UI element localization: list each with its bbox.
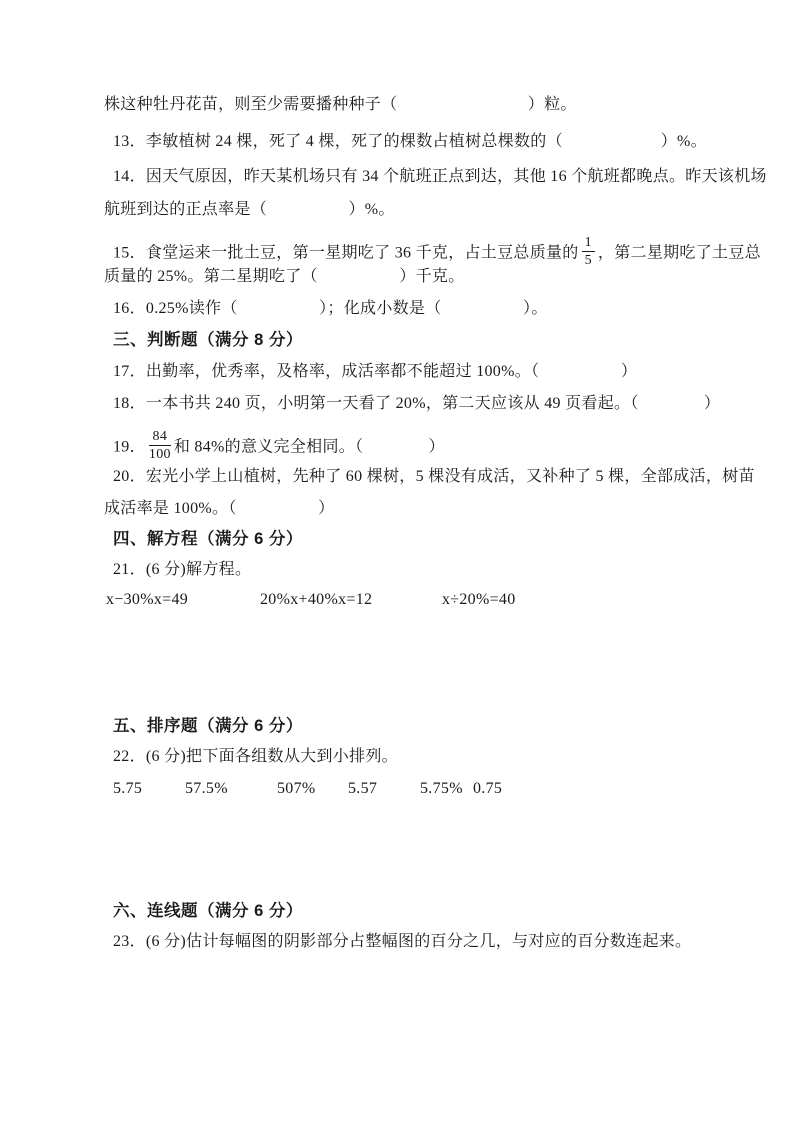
question-15-line2: 质量的 25%。第二星期吃了（ ）千克。 [104, 268, 465, 285]
section-6-header: 六、连线题（满分 6 分） [113, 902, 303, 920]
fraction-denominator: 100 [148, 447, 171, 463]
fraction-numerator: 1 [582, 235, 595, 252]
question-15-text-post: ，第二星期吃了土豆总 [597, 244, 761, 262]
question-22: 22．(6 分)把下面各组数从大到小排列。 [113, 748, 398, 765]
question-21: 21．(6 分)解方程。 [113, 561, 252, 578]
question-15-line1 [113, 237, 761, 271]
question-15-text-pre: 15．食堂运来一批土豆，第一星期吃了 36 千克，占土豆总质量的 [113, 244, 579, 262]
question-23: 23．(6 分)估计每幅图的阴影部分占整幅图的百分之几，与对应的百分数连起来。 [113, 933, 692, 950]
sort-number-6: 0.75 [473, 780, 503, 797]
sort-number-2: 57.5% [185, 780, 228, 797]
fraction-84-100 [149, 429, 171, 463]
question-19-number: 19． [113, 438, 146, 456]
question-12-continuation: 株这种牡丹花苗，则至少需要播种种子（ ）粒。 [104, 96, 577, 113]
question-13: 13．李敏植树 24 棵，死了 4 棵，死了的棵数占植树总棵数的（ ）%。 [113, 133, 707, 150]
fraction-one-fifth [582, 235, 595, 269]
question-17: 17．出勤率，优秀率，及格率，成活率都不能超过 100%。（ ） [113, 363, 638, 380]
equation-2: 20%x+40%x=12 [260, 591, 373, 608]
fraction-numerator: 84 [149, 429, 171, 446]
sort-numbers-row [113, 780, 533, 800]
fraction-denominator: 5 [584, 253, 592, 269]
equation-row [106, 591, 666, 611]
question-18: 18．一本书共 240 页，小明第一天看了 20%，第二天应该从 49 页看起。（ ） [113, 395, 721, 412]
sort-number-1: 5.75 [113, 780, 143, 797]
equation-1: x−30%x=49 [106, 591, 189, 608]
question-20-line1: 20．宏光小学上山植树，先种了 60 棵树，5 棵没有成活，又补种了 5 棵，全部成活，树苗 [113, 468, 755, 485]
section-3-header: 三、判断题（满分 8 分） [113, 331, 303, 349]
sort-number-4: 5.57 [348, 780, 378, 797]
section-4-header: 四、解方程（满分 6 分） [113, 530, 303, 548]
question-19 [113, 431, 445, 465]
question-14-line2: 航班到达的正点率是（ ）%。 [104, 201, 395, 218]
question-19-text: 和 84%的意义完全相同。（ ） [173, 438, 445, 456]
sort-number-5: 5.75% [420, 780, 463, 797]
question-20-line2: 成活率是 100%。（ ） [104, 500, 335, 517]
question-16: 16．0.25%读作（ ）；化成小数是（ ）。 [113, 300, 548, 317]
equation-3: x÷20%=40 [442, 591, 516, 608]
sort-number-3: 507% [277, 780, 316, 797]
section-5-header: 五、排序题（满分 6 分） [113, 717, 303, 735]
question-14-line1: 14．因天气原因，昨天某机场只有 34 个航班正点到达，其他 16 个航班都晚点。昨天该机场 [113, 168, 767, 185]
